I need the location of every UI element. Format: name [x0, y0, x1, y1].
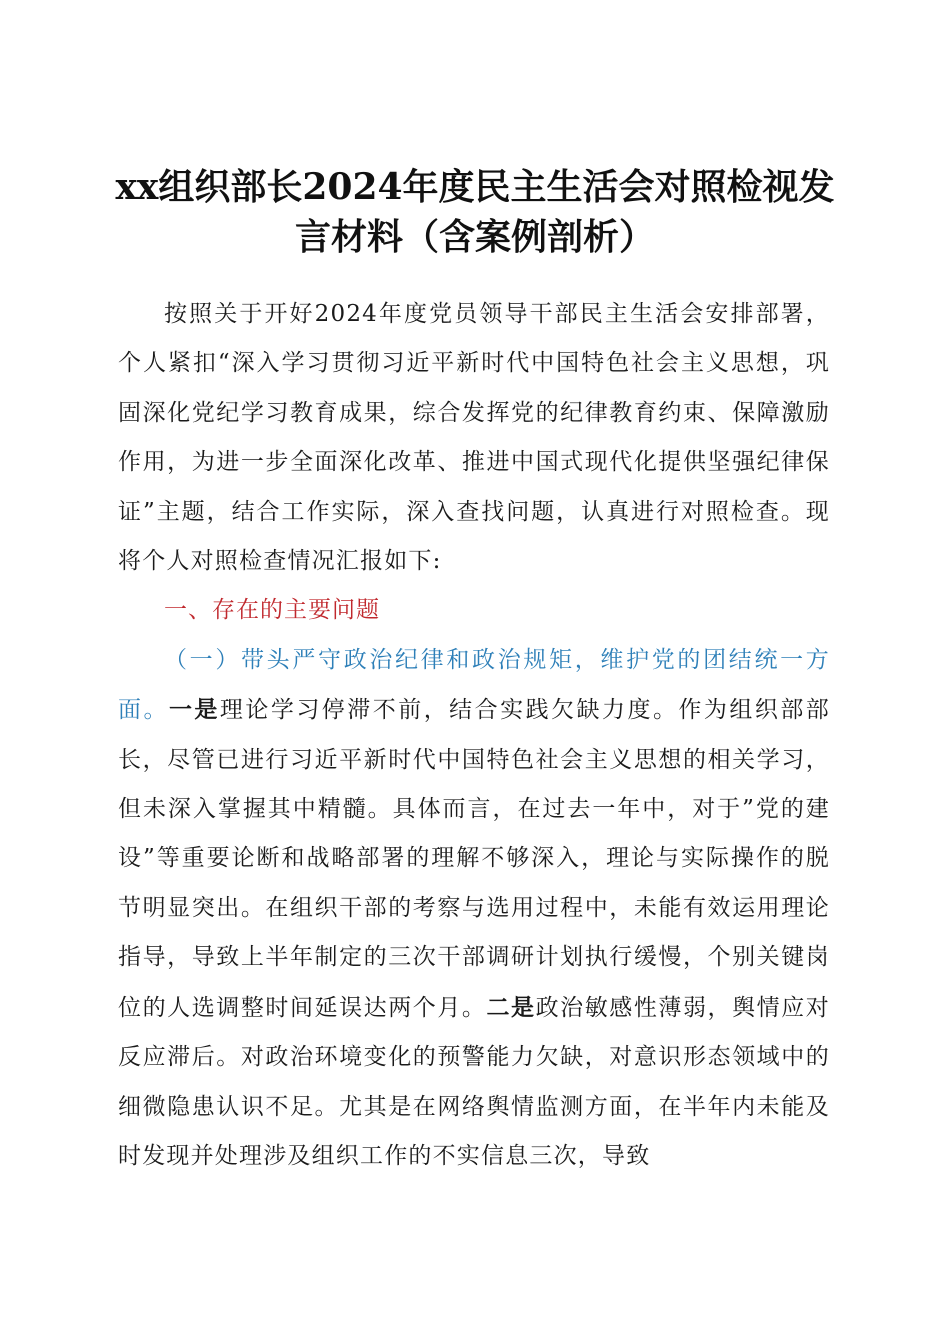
title-line-1: xx组织部长2024年度民主生活会对照检视发	[115, 166, 835, 208]
point-1-lead: 一是	[168, 696, 220, 724]
point-1-text: 理论学习停滞不前，结合实践欠缺力度。作为组织部部长，尽管已进行习近平新时代中国特色社会主义思想的相关学习，但未深入掌握其中精髓。具体而言，在过去一年中，对于”党的建设”等重要论断和战略部署的理解不够深入，理论与实际操作的脱节明显突出。在组织干部的考察与选用过程中，未能有效运用理论指导，导致上半年制定的三次干部调研计划执行缓慢，个别关键岗位的人选调整时间延误达两个月。	[118, 697, 830, 1021]
document-body	[118, 290, 830, 1181]
subsection-paragraph	[118, 636, 830, 1181]
subsection-heading: （一）带头严守政治纪律和政治规矩，维护党的团结统一方面。	[118, 646, 830, 724]
title-line-2: 言材料（含案例剖析）	[294, 216, 655, 258]
section-heading: 一、存在的主要问题	[164, 597, 380, 624]
point-2-text: 政治敏感性薄弱，舆情应对反应滞后。对政治环境变化的预警能力欠缺，对意识形态领域中的细微隐患认识不足。尤其是在网络舆情监测方面，在半年内未能及时发现并处理涉及组织工作的不实信息三次，导致	[118, 994, 831, 1169]
intro-paragraph: 按照关于开好2024年度党员领导干部民主生活会安排部署，个人紧扣“深入学习贯彻习近平新时代中国特色社会主义思想，巩固深化党纪学习教育成果，综合发挥党的纪律教育约束、保障激励作用，为进一步全面深化改革、推进中国式现代化提供坚强纪律保证”主题，结合工作实际，深入查找问题，认真进行对照检查。现将个人对照检查情况汇报如下:	[118, 301, 830, 575]
document-title	[100, 162, 850, 262]
point-2-lead: 二是	[486, 993, 536, 1021]
